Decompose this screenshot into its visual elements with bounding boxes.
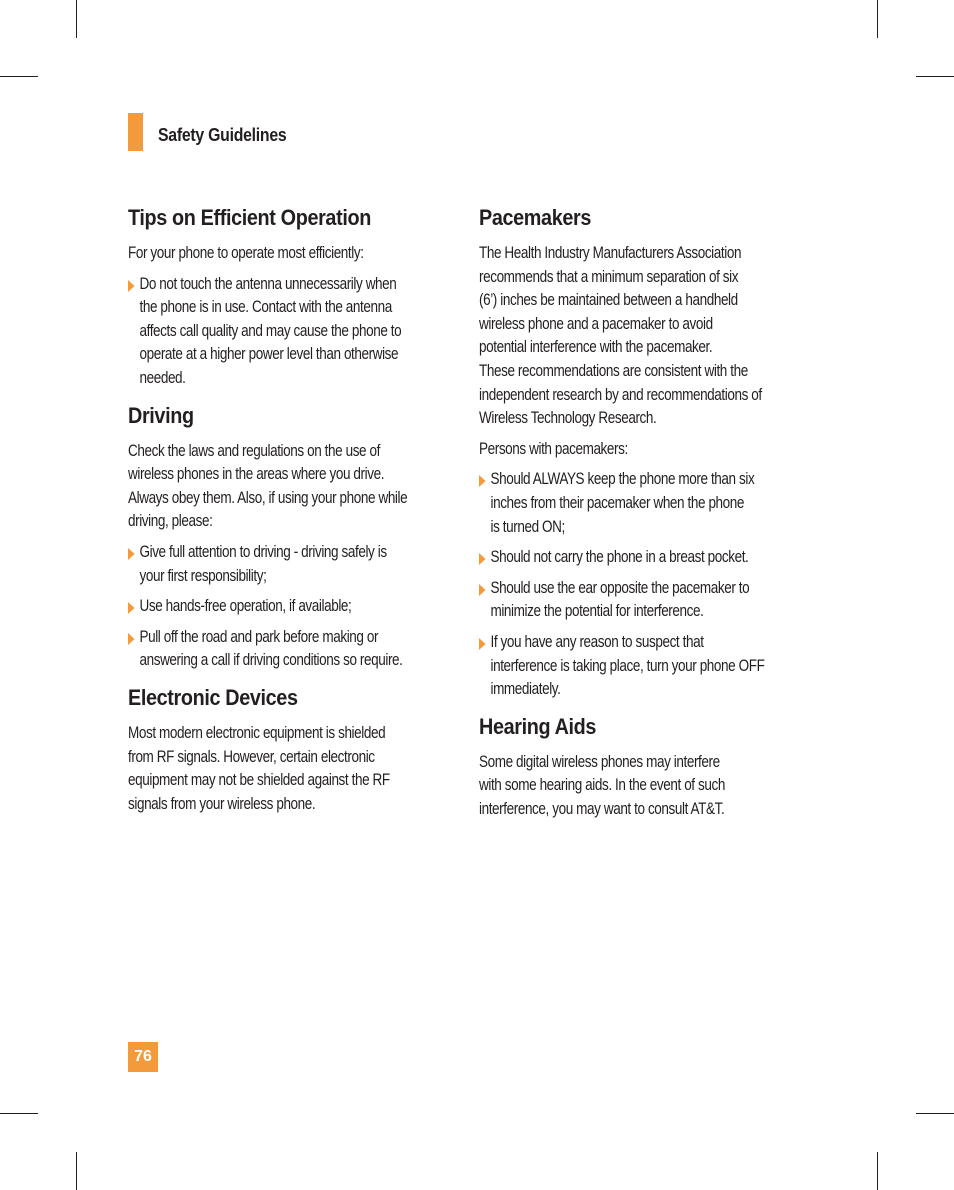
crop-mark [0,76,38,77]
section-body [479,242,803,702]
crop-mark [916,1113,954,1114]
paragraph: Persons with pacemakers: [479,439,628,458]
list-item [128,273,452,391]
list-item-text: Use hands-free operation, if available; [139,597,352,616]
list-item [479,546,803,570]
arrow-bullet-icon [479,638,486,650]
crop-mark [877,1152,878,1190]
section-tips [128,203,452,391]
list-item [479,631,803,702]
list-item [128,541,452,588]
bullet-list [128,541,452,673]
crop-mark [76,0,77,38]
section-body [479,751,803,822]
arrow-bullet-icon [479,475,486,487]
crop-mark [877,0,878,38]
section-driving [128,401,452,673]
arrow-bullet-icon [128,602,135,614]
list-item-text: Do not touch the antenna unnecessarily when the phone is in use. Contact with the antenna affects call quality and may cause the phone to operate at a higher power level than otherwise needed. [139,274,402,387]
section-heading: Hearing Aids [479,713,597,739]
arrow-bullet-icon [479,553,486,565]
paragraph: The Health Industry Manufacturers Association recommends that a minimum separation of six (6’) inches be maintained between a handheld wireless phone and a pacemaker to avoid potential interference with the pacemaker. These recommendations are consistent with the independent research by and recommendations of Wireless Technology Research. [479,244,762,428]
paragraph: For your phone to operate most efficiently: [128,244,364,262]
arrow-bullet-icon [128,280,135,292]
section-body [128,722,452,816]
section-heading: Tips on Efficient Operation [128,205,371,230]
list-item [479,468,803,539]
right-column [479,203,803,831]
section-heading: Electronic Devices [128,684,298,710]
paragraph: Check the laws and regulations on the use of wireless phones in the areas where you drive. Always obey them. Also, if using your phone while driving, please: [128,441,408,531]
left-column [128,203,452,826]
crop-mark [916,76,954,77]
list-item [479,577,803,624]
bullet-list [128,273,452,391]
section-pacemakers [479,203,803,702]
arrow-bullet-icon [128,633,135,645]
section-electronic-devices [128,683,452,816]
list-item-text: Pull off the road and park before making or answering a call if driving conditions so require. [139,627,403,670]
paragraph: Most modern electronic equipment is shielded from RF signals. However, certain electronic equipment may not be shielded against the RF signals from your wireless phone. [128,723,390,813]
section-heading: Pacemakers [479,205,592,230]
page-number: 76 [128,1042,158,1072]
crop-mark [76,1152,77,1190]
section-body [128,440,452,673]
list-item-text: If you have any reason to suspect that interference is taking place, turn your phone OFF immediately. [490,632,765,699]
header-accent-bar [128,113,143,151]
section-heading: Driving [128,402,194,428]
list-item-text: Should ALWAYS keep the phone more than six inches from their pacemaker when the phone is turned ON; [490,470,755,536]
crop-mark [0,1113,38,1114]
paragraph: Some digital wireless phones may interfere with some hearing aids. In the event of such interference, you may want to consult AT&T. [479,752,725,818]
list-item [128,626,452,673]
arrow-bullet-icon [128,548,135,560]
section-hearing-aids [479,712,803,822]
page-header-title: Safety Guidelines [158,125,287,145]
arrow-bullet-icon [479,584,486,596]
list-item [128,595,452,619]
list-item-text: Should use the ear opposite the pacemaker to minimize the potential for interference. [490,578,750,621]
list-item-text: Should not carry the phone in a breast pocket. [490,548,749,567]
section-body [128,242,452,391]
bullet-list [479,468,803,701]
list-item-text: Give full attention to driving - driving safely is your first responsibility; [139,542,387,585]
